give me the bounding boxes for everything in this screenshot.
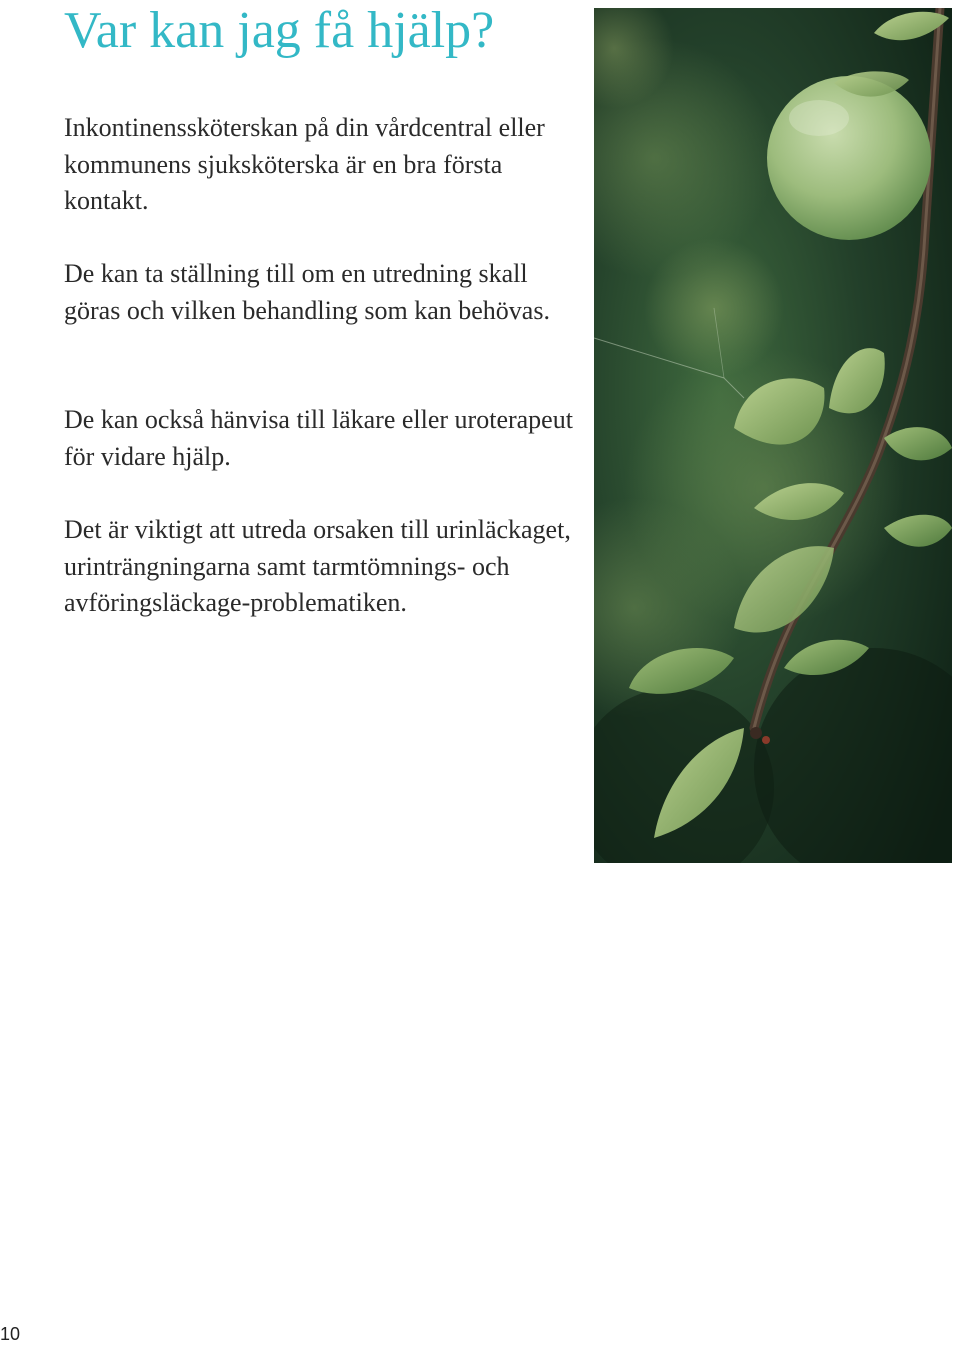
page-title: Var kan jag få hjälp? (64, 2, 495, 59)
paragraph-text: Inkontinenssköterskan på din vårdcentral eller kommunens sjuksköterska är en bra första kontakt. (64, 113, 545, 215)
paragraph-text: Det är viktigt att utreda orsaken till urinläckaget, urinträngningarna samt tarmtömnings- och avföringsläckage-problematiken. (64, 515, 571, 617)
paragraph-text: De kan ta ställning till om en utredning skall göras och vilken behandling som kan behövas. (64, 259, 550, 325)
apple-branch-photo (594, 8, 952, 863)
paragraph-importance (64, 512, 584, 622)
page-number: 10 (0, 1324, 21, 1344)
paragraph-first-contact (64, 110, 584, 220)
paragraph-assessment (64, 256, 584, 329)
paragraph-referral (64, 402, 584, 475)
paragraph-text: De kan också hänvisa till läkare eller uroterapeut för vidare hjälp. (64, 405, 573, 471)
